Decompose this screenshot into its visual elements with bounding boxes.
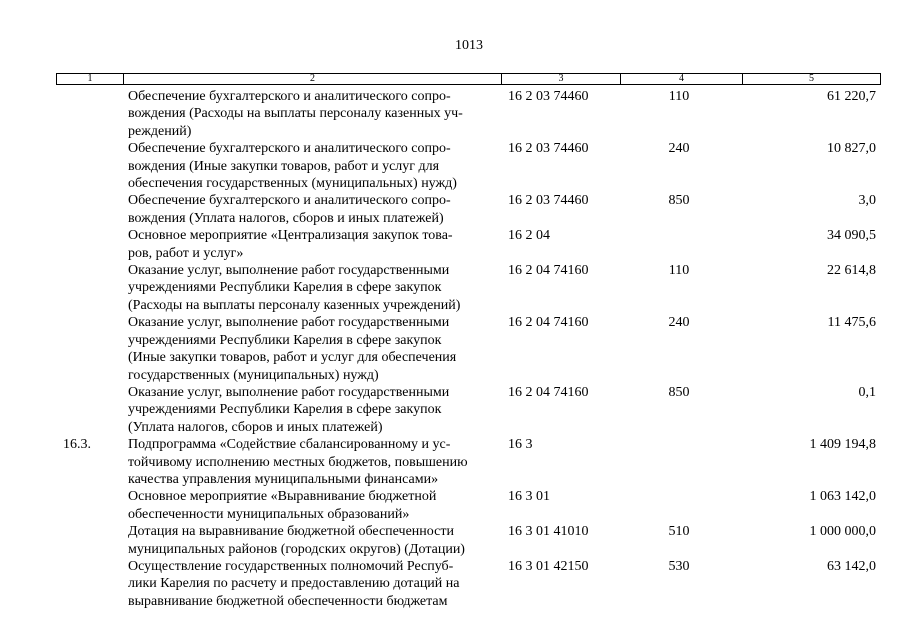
header-col-5: 5 bbox=[809, 73, 814, 84]
row-code: 16 3 01 bbox=[508, 489, 550, 505]
description-line: Оказание услуг, выполнение работ государственными bbox=[128, 384, 450, 400]
table-row bbox=[0, 314, 905, 384]
row-description bbox=[128, 262, 500, 314]
row-description bbox=[128, 488, 500, 523]
description-line: Оказание услуг, выполнение работ государственными bbox=[128, 315, 450, 331]
description-line: обеспеченности муниципальных образований» bbox=[128, 506, 410, 522]
description-line: (Расходы на выплаты персоналу казенных учреждений) bbox=[128, 297, 461, 313]
row-description bbox=[128, 558, 500, 610]
row-description bbox=[128, 192, 500, 227]
row-expense-type: 110 bbox=[668, 89, 690, 104]
description-line: Подпрограмма «Содействие сбалансированному и ус- bbox=[128, 437, 451, 453]
header-col-3: 3 bbox=[502, 74, 621, 84]
row-amount: 1 409 194,8 bbox=[809, 437, 876, 453]
description-line: вождения (Расходы на выплаты персоналу казенных уч- bbox=[128, 106, 463, 122]
row-code: 16 2 03 74460 bbox=[508, 141, 589, 157]
description-line: вождения (Уплата налогов, сборов и иных платежей) bbox=[128, 210, 444, 226]
row-description bbox=[128, 314, 500, 384]
header-col-4: 4 bbox=[621, 74, 743, 84]
description-line: учреждениями Республики Карелия в сфере закупок bbox=[128, 402, 442, 418]
description-line: Основное мероприятие «Централизация закупок това- bbox=[128, 228, 453, 244]
row-amount: 61 220,7 bbox=[827, 89, 876, 104]
row-code: 16 2 04 74160 bbox=[508, 263, 589, 279]
description-line: обеспечения государственных (муниципальных) нужд) bbox=[128, 176, 457, 192]
description-line: муниципальных районов (городских округов) (Дотации) bbox=[128, 541, 465, 557]
row-code: 16 3 bbox=[508, 437, 533, 453]
description-line: Осуществление государственных полномочий Респуб- bbox=[128, 558, 454, 574]
row-expense-type: 240 bbox=[668, 141, 690, 157]
description-line: тойчивому исполнению местных бюджетов, повышению bbox=[128, 454, 468, 470]
row-amount: 11 475,6 bbox=[827, 315, 876, 331]
row-amount: 34 090,5 bbox=[827, 228, 876, 244]
row-code: 16 3 01 42150 bbox=[508, 558, 589, 574]
page-number: 1013 bbox=[455, 38, 483, 53]
table-row bbox=[0, 88, 905, 140]
description-line: выравнивание бюджетной обеспеченности бюджетам bbox=[128, 593, 448, 609]
table-row bbox=[0, 523, 905, 558]
description-line: Обеспечение бухгалтерского и аналитического сопро- bbox=[128, 141, 451, 157]
table-row bbox=[0, 140, 905, 192]
row-amount: 22 614,8 bbox=[827, 263, 876, 279]
description-line: государственных (муниципальных) нужд) bbox=[128, 367, 379, 383]
table-row bbox=[0, 262, 905, 314]
row-number: 16.3. bbox=[63, 437, 91, 453]
description-line: вождения (Иные закупки товаров, работ и услуг для bbox=[128, 158, 440, 174]
row-amount: 3,0 bbox=[858, 193, 876, 209]
row-amount: 63 142,0 bbox=[827, 558, 876, 574]
row-amount: 10 827,0 bbox=[827, 141, 876, 157]
table-row bbox=[0, 384, 905, 436]
table-header bbox=[56, 73, 881, 85]
row-code: 16 2 03 74460 bbox=[508, 89, 589, 104]
table-row bbox=[0, 227, 905, 262]
row-code: 16 2 04 bbox=[508, 228, 550, 244]
table-row bbox=[0, 558, 905, 610]
description-line: Основное мероприятие «Выравнивание бюджетной bbox=[128, 489, 437, 505]
description-line: качества управления муниципальными финансами» bbox=[128, 471, 439, 487]
row-description bbox=[128, 88, 500, 140]
description-line: ров, работ и услуг» bbox=[128, 245, 244, 261]
row-expense-type: 240 bbox=[668, 315, 690, 331]
description-line: Оказание услуг, выполнение работ государственными bbox=[128, 263, 450, 279]
table-body bbox=[0, 88, 905, 610]
row-description bbox=[128, 227, 500, 262]
table-row bbox=[0, 436, 905, 488]
description-line: (Иные закупки товаров, работ и услуг для обеспечения bbox=[128, 350, 457, 366]
description-line: учреждениями Республики Карелия в сфере закупок bbox=[128, 280, 442, 296]
row-code: 16 3 01 41010 bbox=[508, 524, 589, 540]
row-expense-type: 510 bbox=[668, 524, 690, 540]
row-expense-type: 850 bbox=[668, 384, 690, 400]
description-line: Обеспечение бухгалтерского и аналитического сопро- bbox=[128, 89, 451, 104]
header-col-1: 1 bbox=[57, 74, 124, 84]
row-amount: 1 000 000,0 bbox=[809, 524, 876, 540]
row-expense-type: 530 bbox=[668, 558, 690, 574]
table-row bbox=[0, 488, 905, 523]
table-row bbox=[0, 192, 905, 227]
row-amount: 1 063 142,0 bbox=[809, 489, 876, 505]
row-code: 16 2 04 74160 bbox=[508, 384, 589, 400]
header-col-2: 2 bbox=[124, 74, 502, 84]
description-line: лики Карелия по расчету и предоставлению дотаций на bbox=[128, 576, 460, 592]
row-code: 16 2 03 74460 bbox=[508, 193, 589, 209]
row-description bbox=[128, 384, 500, 436]
description-line: (Уплата налогов, сборов и иных платежей) bbox=[128, 419, 383, 435]
row-expense-type: 110 bbox=[668, 263, 690, 279]
description-line: реждений) bbox=[128, 123, 192, 139]
description-line: Обеспечение бухгалтерского и аналитического сопро- bbox=[128, 193, 451, 209]
row-description bbox=[128, 436, 500, 488]
row-expense-type: 850 bbox=[668, 193, 690, 209]
row-description bbox=[128, 523, 500, 558]
row-code: 16 2 04 74160 bbox=[508, 315, 589, 331]
description-line: Дотация на выравнивание бюджетной обеспеченности bbox=[128, 524, 454, 540]
row-amount: 0,1 bbox=[858, 384, 876, 400]
description-line: учреждениями Республики Карелия в сфере закупок bbox=[128, 332, 442, 348]
row-description bbox=[128, 140, 500, 192]
